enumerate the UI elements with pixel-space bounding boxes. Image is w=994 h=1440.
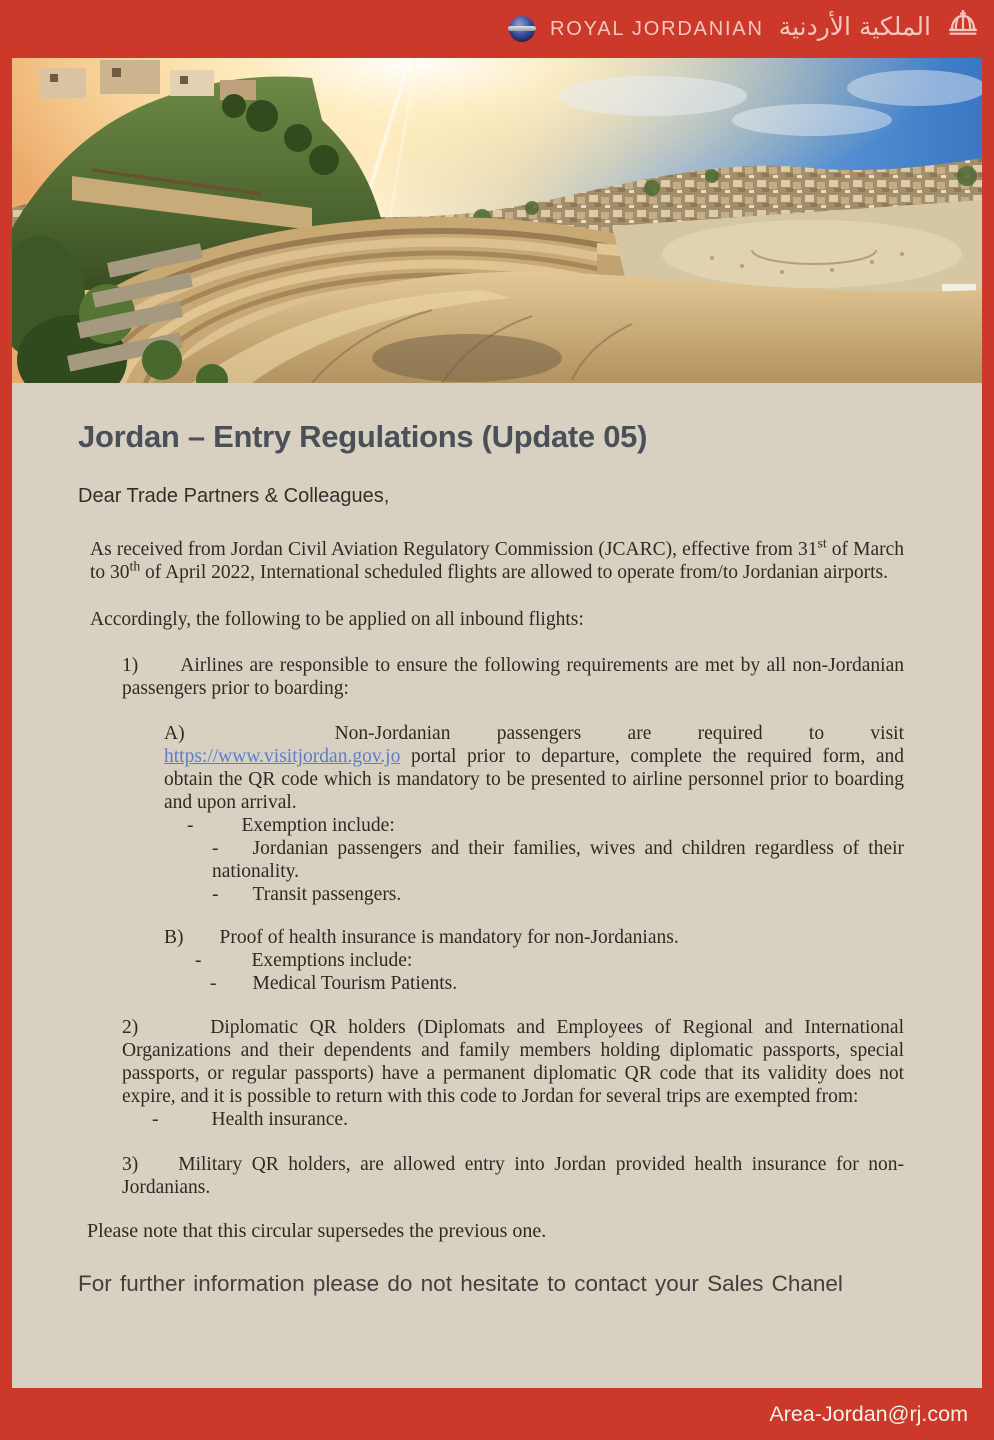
paragraph-accordingly: Accordingly, the following to be applied on all inbound flights: (90, 609, 584, 630)
dash-bullet: - (195, 950, 202, 971)
tab-spacer (194, 830, 242, 831)
tab-spacer (138, 1169, 178, 1170)
supersede-note: Please note that this circular supersedes the previous one. (87, 1220, 547, 1242)
closing-text: For further information please do not hesitate to contact your Sales Chanel (78, 1271, 843, 1296)
page-title: Jordan – Entry Regulations (Update 05) (78, 419, 648, 454)
exemption-a-item: - Jordanian passengers and their families, wives and children regardless of their nationality. (212, 838, 904, 882)
tab-spacer (138, 670, 180, 671)
paragraph-intro: As received from Jordan Civil Aviation Regulatory Commission (JCARC), effective from 31st of March to 30th of April 2022, International scheduled flights are allowed to operate from/to Jordanian airports. (90, 535, 905, 583)
dash-bullet: - (212, 838, 219, 859)
tab-spacer (202, 965, 252, 966)
dash-bullet: - (212, 884, 219, 905)
crown-icon (946, 9, 980, 41)
tab-spacer (185, 738, 335, 739)
list-item-1: 1) Airlines are responsible to ensure the following requirements are met by all non-Jordanian passengers prior to boarding: (122, 655, 904, 699)
exemption-a-item: - Transit passengers. (212, 884, 402, 905)
tab-spacer (217, 988, 253, 989)
exemption-b-item: - Medical Tourism Patients. (210, 973, 458, 994)
dash-bullet: - (187, 815, 194, 836)
brand-wordmark-ar: الملكية الأردنية (778, 12, 931, 41)
tab-spacer (159, 1124, 212, 1125)
contact-email-link[interactable]: Area-Jordan@rj.com (769, 1401, 968, 1426)
footer-bar (0, 1388, 994, 1440)
circular-body (12, 383, 982, 1388)
item-2-sub: - Health insurance. (152, 1109, 348, 1130)
dash-bullet: - (152, 1109, 159, 1130)
list-item-a: A) Non-Jordanian passengers are required to visit https://www.visitjordan.gov.jo portal prior to departure, complete the required form, and obtain the QR code which is mandatory to be presented to airline personnel prior to boarding and upon arrival. (164, 723, 904, 813)
list-item-2: 2) Diplomatic QR holders (Diplomats and Employees of Regional and International Organizations and their dependents and family members holding diplomatic passports, special passports, or regular passports) have a permanent diplomatic QR code that its validity does not expire, and it is possible to return with this code to Jordan for several trips are exempted from: (122, 1017, 904, 1107)
tab-spacer (219, 899, 253, 900)
greeting: Dear Trade Partners & Colleagues, (78, 485, 390, 507)
brand-wordmark-en: ROYAL JORDANIAN (549, 17, 764, 40)
exemption-a-heading: - Exemption include: (187, 815, 395, 836)
list-item-3: 3) Military QR holders, are allowed entry into Jordan provided health insurance for non-Jordanians. (122, 1154, 904, 1198)
tab-spacer (219, 853, 253, 854)
tab-spacer (184, 942, 220, 943)
tab-spacer (138, 1032, 210, 1033)
globe-icon (509, 16, 535, 42)
header-bar (0, 0, 994, 58)
exemption-b-heading: - Exemptions include: (195, 950, 413, 971)
visitjordan-link[interactable]: https://www.visitjordan.gov.jo (164, 746, 401, 767)
hero-photo (12, 58, 982, 383)
dash-bullet: - (210, 973, 217, 994)
list-item-b: B) Proof of health insurance is mandatory for non-Jordanians. (164, 927, 679, 948)
amman-roman-theatre-panorama (12, 58, 982, 383)
